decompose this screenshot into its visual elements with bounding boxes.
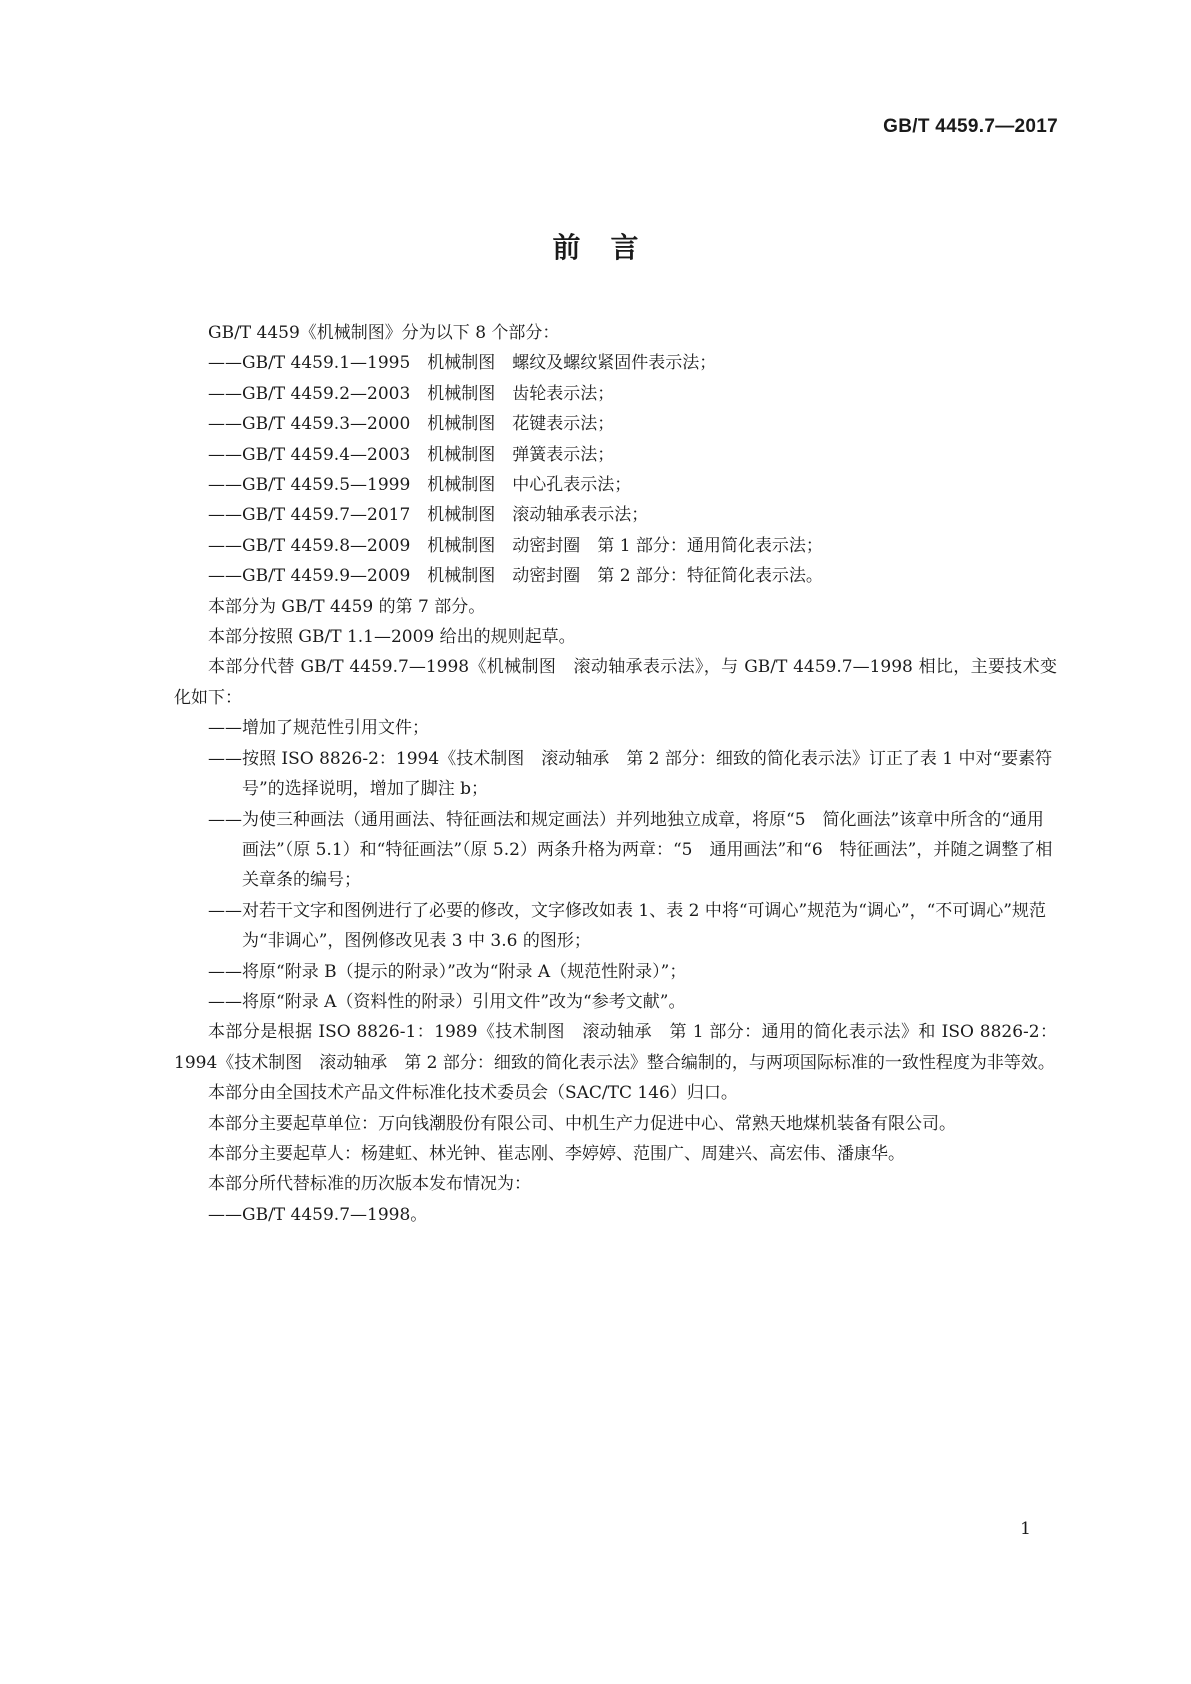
statement-history: 本部分所代替标准的历次版本发布情况为： bbox=[208, 1174, 531, 1195]
page-number: 1 bbox=[1020, 1519, 1031, 1539]
statement-rules: 本部分按照 GB/T 1.1—2009 给出的规则起草。 bbox=[208, 627, 576, 648]
list-item: ——GB/T 4459.1—1995 机械制图 螺纹及螺纹紧固件表示法； bbox=[208, 353, 717, 374]
page-title: 前言 bbox=[552, 231, 669, 264]
list-item: ——GB/T 4459.7—2017 机械制图 滚动轴承表示法； bbox=[208, 505, 649, 526]
statement-drafters: 本部分主要起草人：杨建虹、林光钟、崔志刚、李婷婷、范围广、周建兴、高宏伟、潘康华。 bbox=[208, 1143, 905, 1164]
list-item: ——按照 ISO 8826-2：1994《技术制图 滚动轴承 第 2 部分：细致的简化表示法》订正了表 1 中对“要素符号”的选择说明，增加了脚注 b； bbox=[208, 748, 1053, 800]
list-item: ——将原“附录 B（提示的附录）”改为“附录 A（规范性附录）”； bbox=[208, 961, 687, 982]
list-item: ——为使三种画法（通用画法、特征画法和规定画法）并列地独立成章，将原“5 简化画法”该章中所含的“通用画法”（原 5.1）和“特征画法”（原 5.2）两条升格为两章：“5 通用画法”和“6 特征画法”，并随之调整了相关章条的编号； bbox=[208, 809, 1053, 891]
list-item: ——增加了规范性引用文件； bbox=[208, 718, 429, 739]
list-item: ——GB/T 4459.7—1998。 bbox=[208, 1204, 428, 1225]
standard-code: GB/T 4459.7—2017 bbox=[883, 116, 1058, 137]
list-item: ——GB/T 4459.8—2009 机械制图 动密封圈 第 1 部分：通用简化表示法； bbox=[208, 535, 823, 556]
list-item: ——GB/T 4459.4—2003 机械制图 弹簧表示法； bbox=[208, 444, 615, 465]
parts-intro: GB/T 4459《机械制图》分为以下 8 个部分： bbox=[208, 323, 560, 343]
statement-replace: 本部分代替 GB/T 4459.7—1998《机械制图 滚动轴承表示法》，与 GB/T 4459.7—1998 相比，主要技术变化如下： bbox=[174, 657, 1057, 708]
list-item: ——GB/T 4459.3—2000 机械制图 花键表示法； bbox=[208, 414, 615, 435]
list-item: ——GB/T 4459.2—2003 机械制图 齿轮表示法； bbox=[208, 383, 615, 404]
statement-iso: 本部分是根据 ISO 8826-1：1989《技术制图 滚动轴承 第 1 部分：通用的简化表示法》和 ISO 8826-2：1994《技术制图 滚动轴承 第 2 部分：细致的简化表示法》整合编制的，与两项国际标准的一致性程度为非等效。 bbox=[174, 1022, 1057, 1073]
list-item: ——将原“附录 A（资料性的附录）引用文件”改为“参考文献”。 bbox=[208, 991, 686, 1012]
list-item: ——对若干文字和图例进行了必要的修改，文字修改如表 1、表 2 中将“可调心”规范为“调心”，“不可调心”规范为“非调心”，图例修改见表 3 中 3.6 的图形； bbox=[208, 900, 1046, 952]
list-item: ——GB/T 4459.5—1999 机械制图 中心孔表示法； bbox=[208, 475, 632, 496]
list-item: ——GB/T 4459.9—2009 机械制图 动密封圈 第 2 部分：特征简化表示法。 bbox=[208, 566, 823, 587]
statement-committee: 本部分由全国技术产品文件标准化技术委员会（SAC/TC 146）归口。 bbox=[208, 1083, 738, 1104]
statement-part: 本部分为 GB/T 4459 的第 7 部分。 bbox=[208, 596, 486, 617]
foreword-body bbox=[174, 318, 1057, 1230]
statement-units: 本部分主要起草单位：万向钱潮股份有限公司、中机生产力促进中心、常熟天地煤机装备有限公司。 bbox=[208, 1113, 956, 1134]
